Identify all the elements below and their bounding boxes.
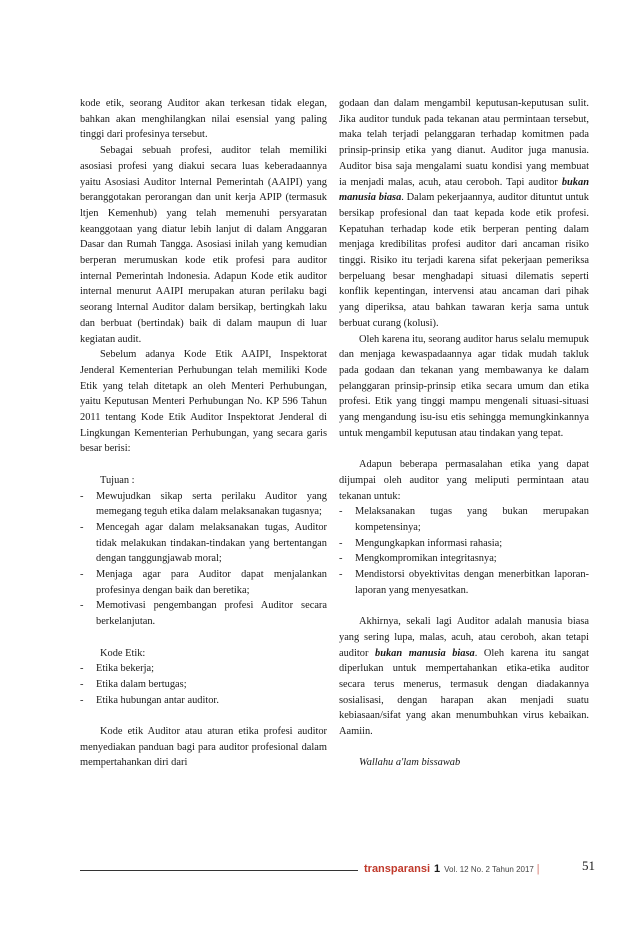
tujuan-list <box>80 489 327 630</box>
page-number: 51 <box>582 858 595 873</box>
list-item: - Mengungkapkan informasi rahasia; <box>339 536 589 552</box>
footer-rule <box>80 870 358 871</box>
paragraph-asosiasi: Sebagai sebuah profesi, auditor telah memiliki asosiasi profesi yang diakui secara luas keberadaannya yaitu Asosiasi Auditor lnternal Pemerintah (AAIPI) yang beranggotakan perorangan dan unit kerja APIP (termasuk ltjen Kemenhub) yang telah memenuhi persyaratan keanggotaan yang diatur lebih lanjut di dalam Anggaran Dasar dan Rumah Tangga. Asosiasi inilah yang kemudian berperan merumuskan kode etik profesi para auditor internal Pemerintah lndonesia. Adapun Kode etik auditor internal menurut AAIPI merupakan aturan perilaku bagi seorang lnternal Auditor dalam bersikap, bertingkah laku dan berbuat (bertindak) baik di dalam maupun di luar kegiatan audit. <box>80 145 327 345</box>
list-item: - Mendistorsi obyektivitas dengan menerbitkan laporan-laporan yang menyesatkan. <box>339 567 589 598</box>
list-item: - Melaksanakan tugas yang bukan merupakan kompetensinya; <box>339 504 589 535</box>
paragraph-permasalahan: Adapun beberapa permasalahan etika yang dapat dijumpai oleh auditor yang meliputi permintaan atau tekanan untuk: <box>339 459 589 502</box>
paragraph-aturan-etika: Kode etik Auditor atau aturan etika profesi auditor menyediakan panduan bagi para auditor profesional dalam mempertahankan diri dari <box>80 726 327 769</box>
paragraph-akhirnya <box>339 614 589 740</box>
paragraph-kode-etik-itjen: Sebelum adanya Kode Etik AAIPI, Inspektorat Jenderal Kementerian Perhubungan telah memiliki Kode Etik yang telah ditetapk an oleh Menteri Perhubungan, yaitu Keputusan Menteri Perhubungan No. KP 596 Tahun 2011 tentang Kode Etik Auditor Inspektorat Jenderal di Lingkungan Kementerian Perhubungan, yang secara garis besar berisi: <box>80 349 327 455</box>
list-item: - Mencegah agar dalam melaksanakan tugas, Auditor tidak melakukan tindakan-tindakan yang bertentangan dengan tanggungjawab moral; <box>80 520 327 567</box>
paragraph-godaan-text: godaan dan dalam mengambil keputusan-keputusan sulit. Jika auditor tunduk pada tekanan atau permintaan tersebut, maka telah terjadi pelanggaran terhadap komitmen pada prinsip-prinsip etika yang dianut. Auditor juga manusia. Auditor bisa saja mengalami suatu kondisi yang membuat ia menjadi malas, acuh, atau ceroboh. Tapi auditor <box>339 98 589 188</box>
issue-number: 1 <box>434 863 441 875</box>
right-column <box>339 96 589 771</box>
paragraph-akhirnya-rest: . Oleh karena itu sangat diperlukan untuk mempertahankan etika-etika auditor secara terus menerus, termasuk dengan diadakannya sosialisasi, dengan harapan akan menjadi suatu kebiasaan/sifat yang akan menumbuhkan virus kebaikan. Aamiin. <box>339 647 589 738</box>
kode-etik-list <box>80 661 327 708</box>
emphasis-bukan-manusia-biasa: bukan manusia biasa <box>339 176 589 204</box>
tujuan-label: Tujuan : <box>100 474 135 486</box>
paragraph-intro-continued: kode etik, seorang Auditor akan terkesan tidak elegan, bahkan akan menghilangkan nilai esensial yang paling tinggi dari profesinya tersebut. <box>80 98 327 141</box>
list-item: - Mewujudkan sikap serta perilaku Auditor yang memegang teguh etika dalam melaksanakan tugasnya; <box>80 489 327 520</box>
permasalahan-list <box>339 504 589 598</box>
list-item: - Mengkompromikan integritasnya; <box>339 551 589 567</box>
list-item: - Memotivasi pengembangan profesi Auditor secara berkelanjutan. <box>80 598 327 629</box>
paragraph-godaan <box>339 96 589 332</box>
left-column <box>80 96 327 771</box>
closing-line: Wallahu a'lam bissawab <box>359 757 461 769</box>
list-item: - Etika hubungan antar auditor. <box>80 693 327 709</box>
footer-separator: | <box>536 861 540 875</box>
emphasis-bukan-manusia-biasa-2: bukan manusia biasa <box>375 647 475 659</box>
magazine-brand: transparansi <box>364 863 431 875</box>
paragraph-godaan-rest: . Dalam pekerjaannya, auditor dituntut untuk bersikap profesional dan taat kepada kode etik profesi. Kepatuhan terhadap kode etik berperan penting dalam menjaga kredibilitas profesi auditor dari ancaman risiko tinggi. Risiko itu terjadi karena sifat pekerjaan pemeriksa berpeluang besar menghadapi situasi dilematis seperti konflik kepentingan, intervensi atau ancaman dari pihak yang diperiksa, atau bahkan tawaran kerja sama untuk berbuat curang (kolusi). <box>339 192 589 329</box>
volume-info: Vol. 12 No. 2 Tahun 2017 <box>444 865 534 874</box>
footer <box>364 861 539 879</box>
list-item: - Etika bekerja; <box>80 661 327 677</box>
list-item: - Menjaga agar para Auditor dapat menjalankan profesinya dengan baik dan beretika; <box>80 567 327 598</box>
paragraph-kewaspadaan: Oleh karena itu, seorang auditor harus selalu memupuk dan menjaga kewaspadaannya agar tidak mudah takluk pada godaan dan tekanan yang membawanya ke dalam pelanggaran prinsip-prinsip etika secara umum dan etika profesi. Etik yang tinggi mampu mengenali situasi-situasi yang mengandung isu-isu etis sehingga memungkinkannya untuk mengambil keputusan atau tindakan yang tepat. <box>339 333 589 439</box>
paragraph-akhirnya-text: Akhirnya, sekali lagi Auditor adalah manusia biasa yang sering lupa, malas, acuh, atau ceroboh, akan tetapi auditor <box>339 616 589 659</box>
list-item: - Etika dalam bertugas; <box>80 677 327 693</box>
kode-etik-label: Kode Etik: <box>100 647 146 659</box>
